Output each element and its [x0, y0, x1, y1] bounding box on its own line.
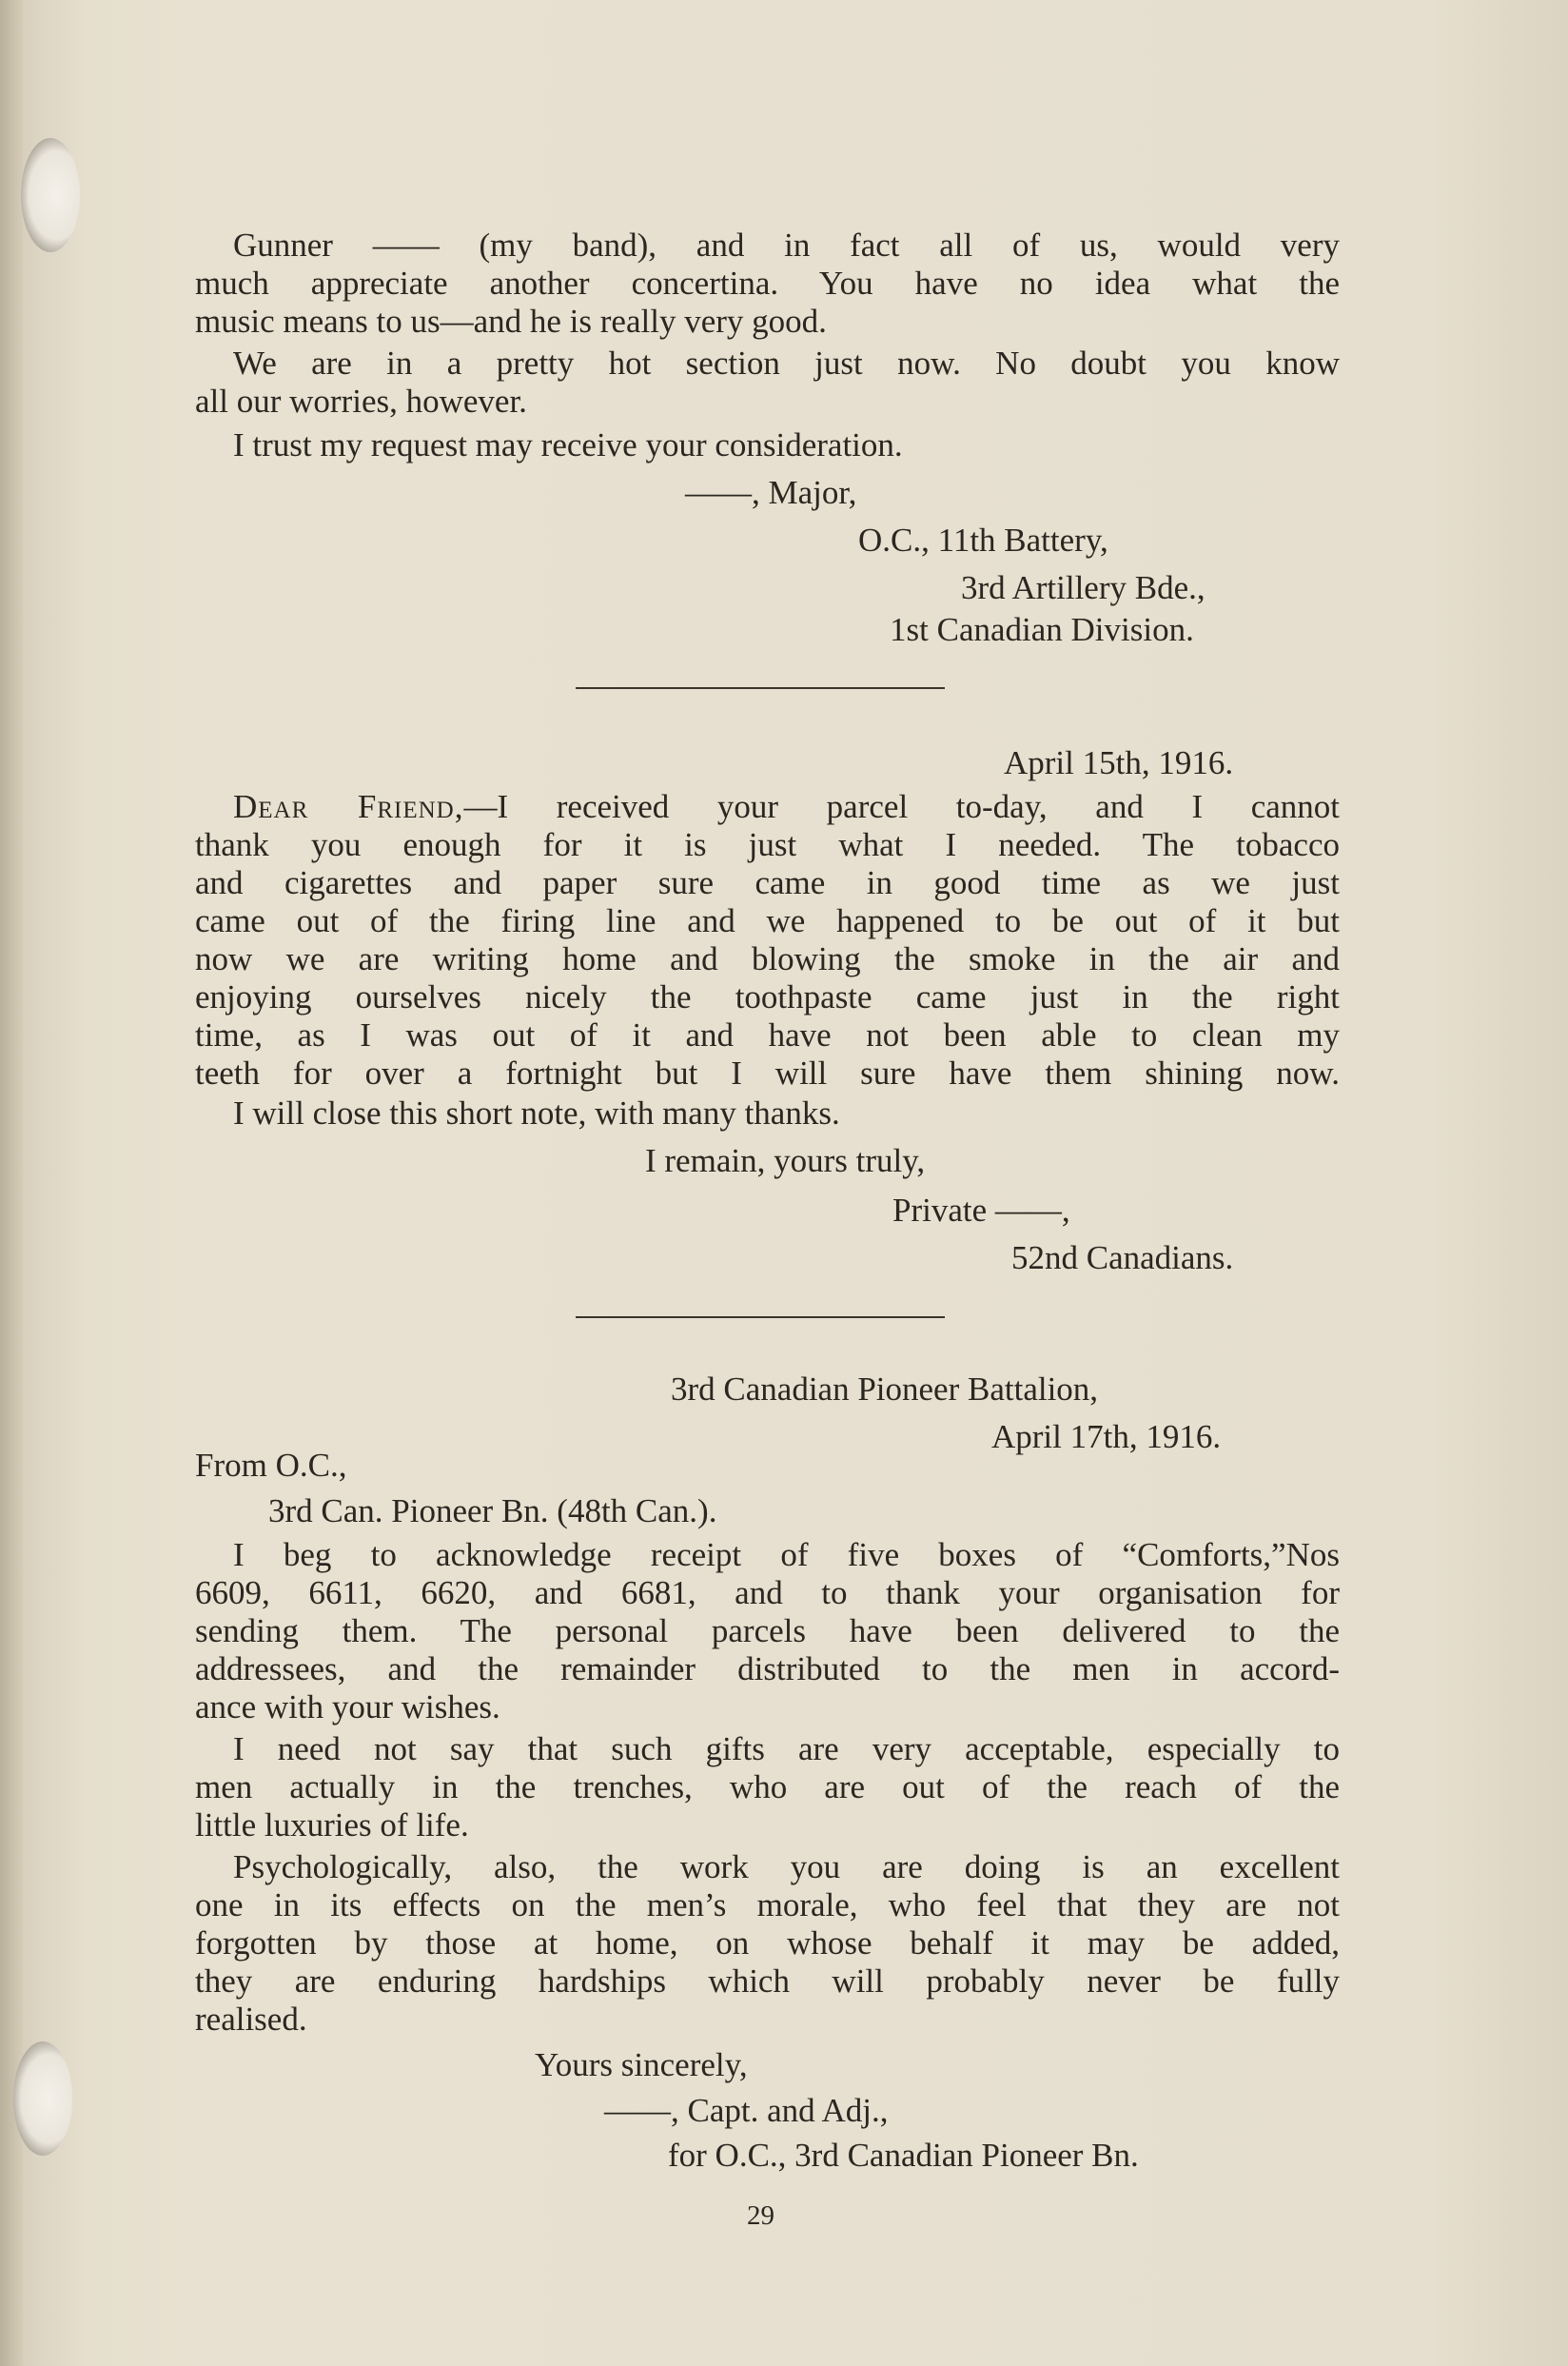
letter2-signature: Private ——, [892, 1192, 1070, 1229]
letter3-from: 3rd Can. Pioneer Bn. (48th Can.). [268, 1492, 717, 1529]
letter3-line: addressees, and the remainder distributed to the men in accord- [195, 1650, 1340, 1687]
section-divider [576, 1316, 945, 1318]
letter2-signature: 52nd Canadians. [1011, 1239, 1234, 1276]
letter2-line: enjoying ourselves nicely the toothpaste came just in the right [195, 978, 1340, 1015]
letter2-line: now we are writing home and blowing the smoke in the air and [195, 940, 1340, 977]
letter1-signature: 3rd Artillery Bde., [961, 569, 1205, 606]
letter1-line: music means to us—and he is really very good. [195, 303, 827, 340]
letter3-line: realised. [195, 2001, 307, 2038]
letter3-line: forgotten by those at home, on whose behalf it may be added, [195, 1924, 1340, 1962]
letter2-date: April 15th, 1916. [1004, 744, 1234, 781]
letter3-line: sending them. The personal parcels have been delivered to the [195, 1612, 1340, 1649]
letter2-line: thank you enough for it is just what I needed. The tobacco [195, 826, 1340, 863]
letter3-from: From O.C., [195, 1447, 347, 1484]
letter2-line: I will close this short note, with many thanks. [233, 1094, 840, 1132]
letter1-line: Gunner —— (my band), and in fact all of us, would very [233, 227, 1340, 264]
letter3-line: ance with your wishes. [195, 1688, 500, 1725]
letter2-line: teeth for over a fortnight but I will sure have them shining now. [195, 1055, 1340, 1092]
letter3-date: April 17th, 1916. [991, 1418, 1222, 1455]
section-divider [576, 687, 945, 689]
letter2-line: and cigarettes and paper sure came in good time as we just [195, 864, 1340, 901]
letter1-signature: ——, Major, [685, 474, 857, 511]
letter3-line: men actually in the trenches, who are out of the reach of the [195, 1768, 1340, 1805]
letter3-header: 3rd Canadian Pioneer Battalion, [671, 1370, 1099, 1408]
letter3-line: I need not say that such gifts are very acceptable, especially to [233, 1730, 1340, 1767]
letter1-line: much appreciate another concertina. You have no idea what the [195, 265, 1340, 302]
letter3-line: 6609, 6611, 6620, and 6681, and to thank your organisation for [195, 1574, 1340, 1611]
letter2-first-line [233, 788, 1340, 826]
letter2-first-line-rest: —I received your parcel to-day, and I cannot [463, 788, 1341, 825]
page-number: 29 [747, 2200, 774, 2231]
letter1-line: all our worries, however. [195, 383, 527, 420]
letter1-signature: 1st Canadian Division. [890, 611, 1194, 648]
letter3-signature: Yours sincerely, [535, 2046, 748, 2083]
letter2-line: came out of the firing line and we happened to be out of it but [195, 902, 1340, 939]
letter3-signature: for O.C., 3rd Canadian Pioneer Bn. [668, 2137, 1139, 2174]
letter3-line: I beg to acknowledge receipt of five boxes of “Comforts,”Nos [233, 1536, 1340, 1573]
letter3-line: they are enduring hardships which will probably never be fully [195, 1962, 1340, 2000]
letter2-salutation: Dear Friend, [233, 788, 464, 825]
letter3-signature: ——, Capt. and Adj., [604, 2092, 889, 2129]
letter2-signature: I remain, yours truly, [645, 1142, 926, 1179]
letter1-line: We are in a pretty hot section just now. No doubt you know [233, 345, 1340, 382]
letter1-line: I trust my request may receive your consideration. [233, 426, 903, 463]
letter3-line: little luxuries of life. [195, 1806, 469, 1844]
letter3-line: Psychologically, also, the work you are doing is an excellent [233, 1848, 1340, 1885]
letter3-line: one in its effects on the men’s morale, who feel that they are not [195, 1886, 1340, 1923]
letter2-line: time, as I was out of it and have not been able to clean my [195, 1016, 1340, 1054]
letter1-signature: O.C., 11th Battery, [858, 522, 1108, 559]
